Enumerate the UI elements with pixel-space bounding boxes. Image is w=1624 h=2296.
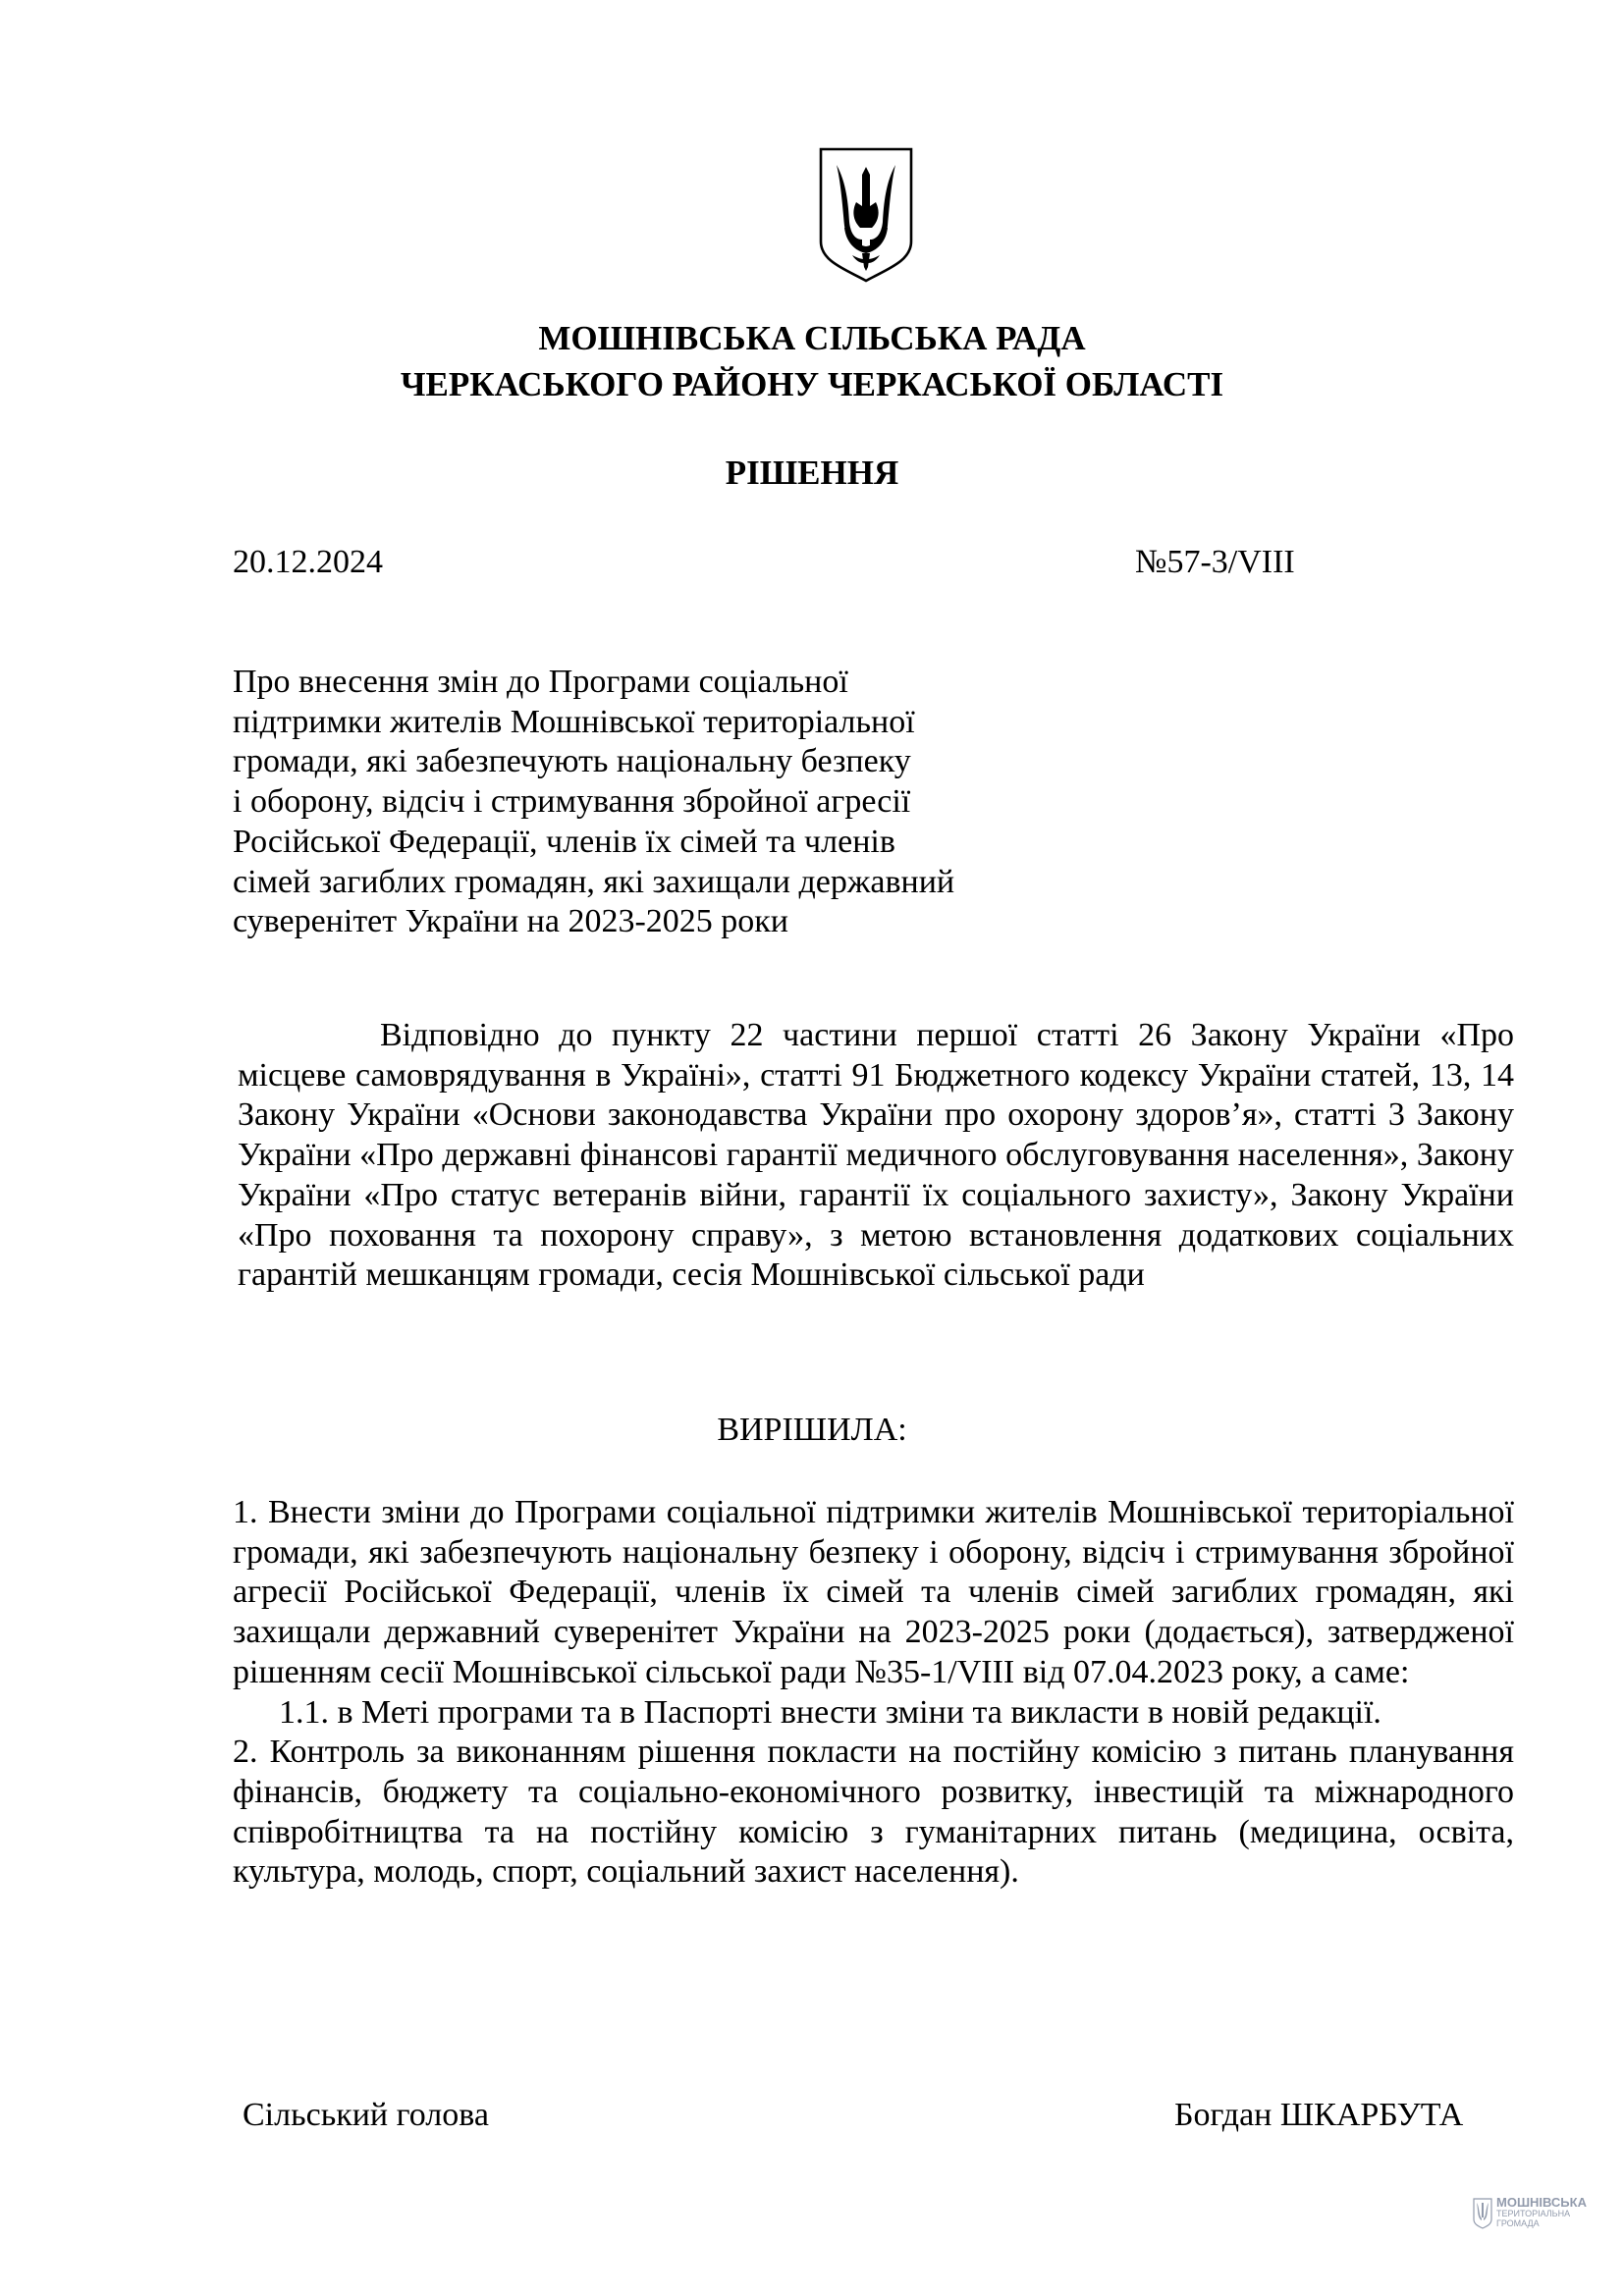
resolution-items xyxy=(233,1493,1514,1893)
document-title: РІШЕННЯ xyxy=(725,454,899,492)
subject-line: суверенітет України на 2023-2025 роки xyxy=(233,903,788,940)
watermark-line-2: ТЕРИТОРІАЛЬНА xyxy=(1496,2209,1571,2218)
document-number: №57-3/VIII xyxy=(1135,544,1295,580)
subject-line: і оборону, відсіч і стримування збройної агресії xyxy=(233,783,911,821)
signer-title: Сільський голова xyxy=(243,2097,489,2133)
preamble-paragraph: Відповідно до пункту 22 частини першої статті 26 Закону України «Про місцеве самоврядування в Україні», статті 91 Бюджетного кодексу України статей, 13, 14 Закону України «Основи законодавства України про охорону здоров’я», статті 3 Закону України «Про державні фінансові гарантії медичного обслуговування населення», Закону України «Про статус ветеранів війни, гарантії їх соціального захисту», Закону України «Про поховання та похорону справу», з метою встановлення додаткових соціальних гарантій мешканцям громади, сесія Мошнівської сільської ради xyxy=(238,1017,1514,1294)
subject-line: Про внесення змін до Програми соціальної xyxy=(233,664,848,700)
ukraine-trident-emblem-icon xyxy=(817,145,915,285)
watermark-text xyxy=(1496,2196,1587,2228)
subject-line: сімей загиблих громадян, які захищали державний xyxy=(233,863,955,900)
subject-line: Російської Федерації, членів їх сімей та членів xyxy=(233,823,895,860)
document-date: 20.12.2024 xyxy=(233,544,383,580)
community-logo-icon xyxy=(1473,2198,1492,2229)
watermark-line-3: ГРОМАДА xyxy=(1496,2218,1540,2228)
resolution-item-1: 1. Внести зміни до Програми соціальної підтримки жителів Мошнівської територіальної громади, які забезпечують національну безпеку і оборону, відсіч і стримування збройної агресії Російської Федерації, членів їх сімей та членів сімей загиблих громадян, які захищали державний суверенітет України на 2023-2025 роки (додається), затвердженої рішенням сесії Мошнівської сільської ради №35-1/VIII від 07.04.2023 року, а саме: xyxy=(233,1494,1514,1690)
document-subject xyxy=(233,663,1116,942)
community-watermark xyxy=(1473,2195,1587,2235)
subject-line: підтримки жителів Мошнівської територіальної xyxy=(233,703,915,740)
watermark-line-1: МОШНІВСЬКА xyxy=(1496,2195,1587,2210)
resolved-heading: ВИРІШИЛА: xyxy=(717,1412,907,1448)
resolution-item-2: 2. Контроль за виконанням рішення покласти на постійну комісію з питань планування фінансів, бюджету та соціально-економічного розвитку, інвестицій та міжнародного співробітництва та на постійну комісію з гуманітарних питань (медицина, освіта, культура, молодь, спорт, соціальний захист населення). xyxy=(233,1734,1514,1891)
resolution-item-1-1: 1.1. в Меті програми та в Паспорті внести зміни та викласти в новій редакції. xyxy=(279,1693,1381,1731)
signer-name: Богдан ШКАРБУТА xyxy=(1174,2097,1464,2133)
council-district: ЧЕРКАСЬКОГО РАЙОНУ ЧЕРКАСЬКОЇ ОБЛАСТІ xyxy=(400,365,1224,403)
council-name: МОШНІВСЬКА СІЛЬСЬКА РАДА xyxy=(538,319,1086,357)
subject-line: громади, які забезпечують національну безпеку xyxy=(233,743,911,780)
